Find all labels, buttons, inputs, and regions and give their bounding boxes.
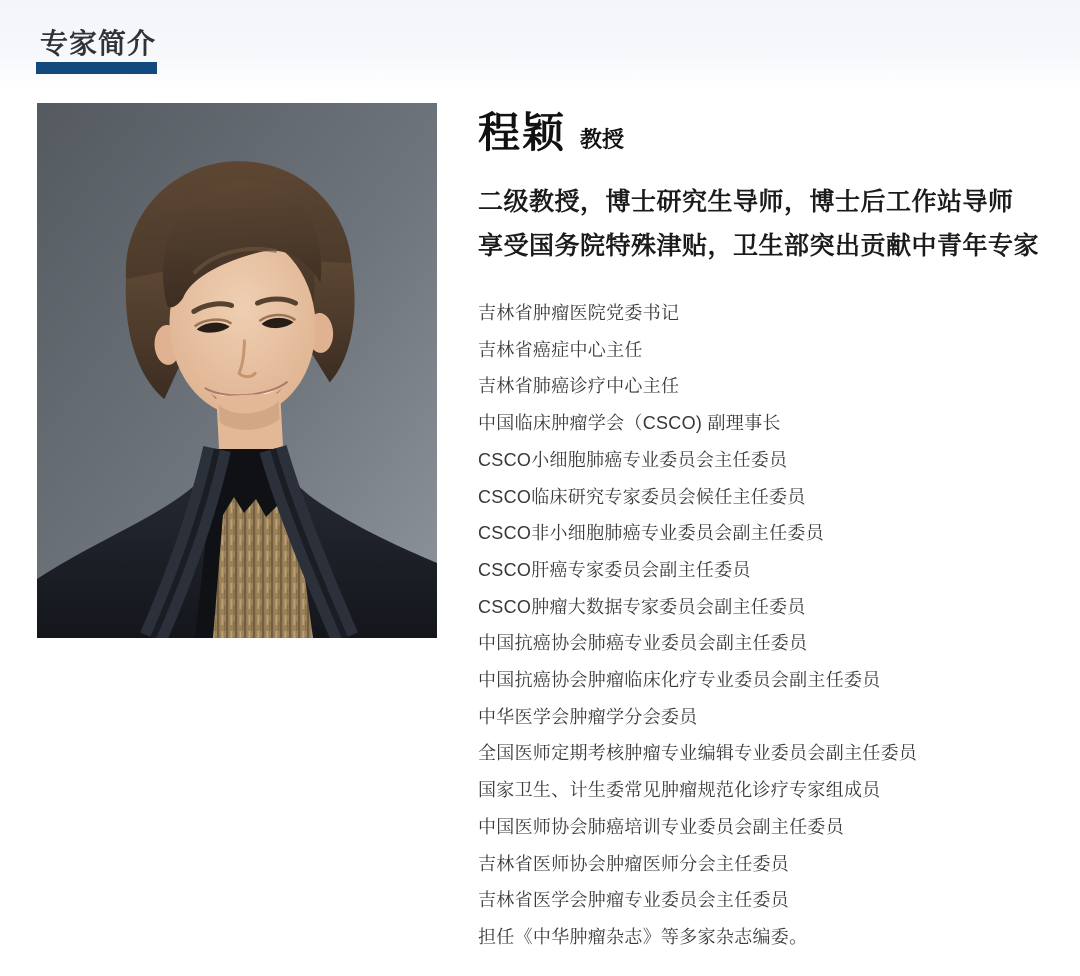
header-band	[0, 0, 1080, 90]
position-item: 吉林省医师协会肿瘤医师分会主任委员	[478, 853, 790, 874]
profile-photo	[37, 103, 437, 638]
expert-positions-list	[478, 295, 1078, 956]
position-item: 吉林省医学会肿瘤专业委员会主任委员	[478, 890, 790, 911]
position-item: 全国医师定期考核肿瘤专业编辑专业委员会副主任委员	[478, 743, 918, 764]
position-item: 中国抗癌协会肿瘤临床化疗专业委员会副主任委员	[478, 670, 881, 691]
position-item: 中国医师协会肺癌培训专业委员会副主任委员	[478, 816, 844, 837]
position-item: 中华医学会肿瘤学分会委员	[478, 706, 698, 727]
title-underline-bar	[36, 62, 157, 74]
position-item: CSCO肝癌专家委员会副主任委员	[478, 559, 751, 580]
portrait-illustration	[37, 103, 437, 638]
expert-name: 程颖	[478, 109, 567, 156]
position-item: CSCO临床研究专家委员会候任主任委员	[478, 486, 806, 507]
highlight-line: 二级教授，博士研究生导师，博士后工作站导师	[478, 188, 1014, 216]
position-item: CSCO非小细胞肺癌专业委员会副主任委员	[478, 523, 825, 544]
page-title: 专家简介	[40, 28, 157, 59]
position-item: 中国抗癌协会肺癌专业委员会副主任委员	[478, 633, 808, 654]
expert-degree-title: 教授	[580, 127, 625, 152]
position-item: 中国临床肿瘤学会（CSCO) 副理事长	[478, 413, 781, 434]
position-item: CSCO肿瘤大数据专家委员会副主任委员	[478, 596, 806, 617]
position-item: CSCO小细胞肺癌专业委员会主任委员	[478, 449, 788, 470]
position-item: 吉林省肺癌诊疗中心主任	[478, 376, 680, 397]
position-item: 国家卫生、计生委常见肿瘤规范化诊疗专家组成员	[478, 780, 881, 801]
position-item: 吉林省癌症中心主任	[478, 339, 643, 360]
expert-name-row	[478, 100, 624, 160]
highlight-line: 享受国务院特殊津贴，卫生部突出贡献中青年专家	[478, 232, 1040, 260]
position-item: 吉林省肿瘤医院党委书记	[478, 303, 680, 323]
position-item: 担任《中华肿瘤杂志》等多家杂志编委。	[478, 926, 808, 947]
expert-highlights	[478, 180, 1068, 268]
